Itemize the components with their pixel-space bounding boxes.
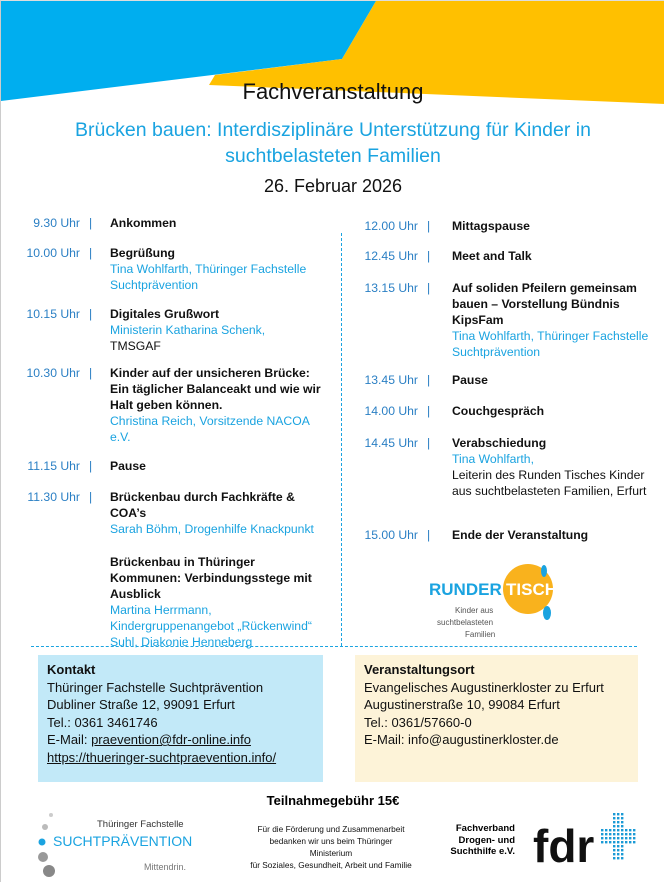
item-speaker: Sarah Böhm, Drogenhilfe Knackpunkt bbox=[110, 522, 314, 536]
column-divider bbox=[341, 233, 342, 646]
time-separator: | bbox=[89, 216, 93, 230]
fdr-dot bbox=[605, 829, 607, 831]
fdr-dot bbox=[625, 833, 627, 835]
item-title: Ende der Veranstaltung bbox=[452, 528, 589, 542]
contact-web-link[interactable]: https://thueringer-suchtpraevention.info/ bbox=[47, 749, 277, 765]
item-speaker: Christina Reich, Vorsitzende NACOA e.V. bbox=[110, 414, 310, 444]
item-title: Mittagspause bbox=[452, 219, 530, 233]
fdr-dot bbox=[617, 837, 619, 839]
fdr-dot bbox=[625, 837, 627, 839]
fdr-dot bbox=[605, 837, 607, 839]
fdr-dot bbox=[617, 813, 619, 815]
fdr-dot bbox=[613, 837, 615, 839]
fdr-dot bbox=[613, 845, 615, 847]
item-time: 12.45 Uhr bbox=[364, 249, 418, 263]
time-separator: | bbox=[427, 528, 431, 542]
item-title: Begrüßung bbox=[110, 246, 175, 260]
fdr-dot bbox=[633, 833, 635, 835]
fdr-dot bbox=[621, 837, 623, 839]
fdr-dot bbox=[601, 837, 603, 839]
fdr-dot bbox=[617, 845, 619, 847]
section-divider bbox=[31, 646, 637, 647]
svg-text:fdr: fdr bbox=[533, 820, 595, 871]
time-separator: | bbox=[89, 459, 93, 473]
fdr-dot bbox=[621, 841, 623, 843]
fdr-dot bbox=[613, 853, 615, 855]
item-title: Digitales Grußwort bbox=[110, 307, 220, 321]
contact-phone: Tel.: 0361 3461746 bbox=[47, 714, 158, 730]
svg-text:Mittendrin.: Mittendrin. bbox=[144, 862, 187, 872]
contact-address: Dubliner Straße 12, 99091 Erfurt bbox=[47, 697, 235, 712]
fdr-dot bbox=[613, 817, 615, 819]
item-time: 13.15 Uhr bbox=[364, 281, 418, 295]
thanks-line: für Soziales, Gesundheit, Arbeit und Familie bbox=[250, 860, 412, 870]
fdr-dot bbox=[625, 841, 627, 843]
fdr-dot bbox=[617, 853, 619, 855]
item-title: Pause bbox=[452, 373, 488, 387]
fdr-dot bbox=[609, 829, 611, 831]
fdr-dot bbox=[617, 849, 619, 851]
item-speaker: Tina Wohlfarth, bbox=[452, 452, 534, 466]
fdr-dot bbox=[613, 833, 615, 835]
item-time: 11.15 Uhr bbox=[27, 459, 80, 473]
fdr-dot bbox=[621, 833, 623, 835]
funding-thanks bbox=[231, 823, 431, 871]
fdr-dot bbox=[629, 829, 631, 831]
time-separator: | bbox=[427, 281, 431, 295]
thanks-line: Ministerium bbox=[309, 848, 353, 858]
contact-box bbox=[38, 655, 323, 782]
venue-heading: Veranstaltungsort bbox=[364, 662, 475, 677]
time-separator: | bbox=[89, 366, 93, 380]
participation-fee: Teilnahmegebühr 15€ bbox=[266, 793, 400, 808]
fdr-dot bbox=[621, 817, 623, 819]
fdr-dot bbox=[617, 833, 619, 835]
venue-address: Augustinerstraße 10, 99084 Erfurt bbox=[364, 697, 560, 712]
item-time: 14.45 Uhr bbox=[364, 436, 418, 450]
thanks-line: Für die Förderung und Zusammenarbeit bbox=[257, 824, 405, 834]
fdr-text: Fachverband Drogen- und Suchthilfe e.V. bbox=[450, 823, 515, 857]
fdr-dot bbox=[633, 829, 635, 831]
item-time: 14.00 Uhr bbox=[364, 404, 418, 418]
svg-text:Kinder aus: Kinder aus bbox=[455, 606, 494, 615]
svg-text:Familien: Familien bbox=[465, 630, 496, 639]
time-separator: | bbox=[427, 219, 431, 233]
time-separator: | bbox=[89, 246, 93, 260]
item-title: Brückenbau in Thüringer Kommunen: Verbindungsstege mit Ausblick bbox=[110, 555, 312, 601]
fdr-dot bbox=[613, 857, 615, 859]
venue-phone: Tel.: 0361/57660-0 bbox=[364, 714, 472, 730]
item-title: Pause bbox=[110, 459, 146, 473]
fdr-dot bbox=[629, 837, 631, 839]
item-extra: TMSGAF bbox=[110, 339, 161, 353]
fdr-dot bbox=[625, 829, 627, 831]
runder-tisch-logo bbox=[429, 561, 569, 641]
item-time: 9.30 Uhr bbox=[33, 216, 80, 230]
fdr-dot bbox=[613, 821, 615, 823]
item-time: 10.15 Uhr bbox=[26, 307, 80, 321]
time-separator: | bbox=[427, 404, 431, 418]
contact-email-link[interactable]: praevention@fdr-online.info bbox=[91, 732, 251, 747]
fdr-logo bbox=[531, 809, 641, 871]
fdr-dot bbox=[605, 833, 607, 835]
fdr-dot bbox=[601, 829, 603, 831]
item-speaker: Ministerin Katharina Schenk, bbox=[110, 323, 266, 337]
contact-org: Thüringer Fachstelle Suchtprävention bbox=[47, 679, 264, 695]
item-time: 10.00 Uhr bbox=[26, 246, 80, 260]
time-separator: | bbox=[427, 436, 431, 450]
event-date: 26. Februar 2026 bbox=[263, 176, 403, 196]
item-time: 15.00 Uhr bbox=[364, 528, 418, 542]
fdr-dot bbox=[601, 841, 603, 843]
fdr-dot bbox=[633, 841, 635, 843]
time-separator: | bbox=[89, 490, 93, 504]
fdr-dot bbox=[621, 813, 623, 815]
fdr-dot bbox=[629, 841, 631, 843]
fdr-dot bbox=[613, 813, 615, 815]
venue-email: E-Mail: info@augustinerkloster.de bbox=[364, 732, 559, 747]
contact-email-label: E-Mail: bbox=[47, 732, 92, 747]
fdr-dot bbox=[617, 821, 619, 823]
svg-text:suchtbelasteten: suchtbelasteten bbox=[437, 618, 494, 627]
item-time: 12.00 Uhr bbox=[364, 219, 418, 233]
item-title: Kinder auf der unsicheren Brücke: Ein täglicher Balanceakt und wie wir Halt geben können. bbox=[110, 366, 321, 412]
fdr-dot bbox=[613, 849, 615, 851]
item-speaker: Martina Herrmann, Kindergruppenangebot „Rückenwind“ Suhl, Diakonie Henneberg bbox=[110, 603, 312, 649]
fdr-dot bbox=[609, 841, 611, 843]
svg-text:TISCH: TISCH bbox=[506, 580, 557, 599]
svg-text:RUNDER: RUNDER bbox=[429, 580, 502, 599]
fdr-dot bbox=[617, 825, 619, 827]
item-time: 13.45 Uhr bbox=[364, 373, 418, 387]
item-title: Ankommen bbox=[110, 216, 177, 230]
fdr-dot bbox=[609, 837, 611, 839]
contact-heading: Kontakt bbox=[47, 662, 96, 677]
fdr-dot bbox=[621, 821, 623, 823]
fdr-dot bbox=[617, 841, 619, 843]
suchtpraevention-logo bbox=[31, 809, 201, 881]
venue-box bbox=[355, 655, 638, 782]
venue-name: Evangelisches Augustinerkloster zu Erfurt bbox=[364, 679, 604, 695]
fdr-dot bbox=[621, 845, 623, 847]
time-separator: | bbox=[89, 307, 93, 321]
fdr-dot bbox=[617, 817, 619, 819]
fdr-dot bbox=[613, 841, 615, 843]
item-time: 10.30 Uhr bbox=[26, 366, 80, 380]
thanks-line: bedanken wir uns beim Thüringer bbox=[269, 836, 393, 846]
fdr-dot bbox=[621, 853, 623, 855]
fdr-dot bbox=[621, 829, 623, 831]
item-speaker: Tina Wohlfarth, Thüringer Fachstelle Suchtprävention bbox=[110, 262, 307, 292]
fdr-dot bbox=[633, 837, 635, 839]
item-time: 11.30 Uhr bbox=[27, 490, 80, 504]
time-separator: | bbox=[427, 373, 431, 387]
item-title: Couchgespräch bbox=[452, 404, 545, 418]
item-title: Meet and Talk bbox=[452, 249, 532, 263]
svg-text:Thüringer Fachstelle: Thüringer Fachstelle bbox=[97, 819, 184, 830]
item-speaker: Tina Wohlfarth, Thüringer Fachstelle Suchtprävention bbox=[452, 329, 649, 359]
time-separator: | bbox=[427, 249, 431, 263]
page-title: Fachveranstaltung bbox=[242, 79, 424, 104]
fdr-dot bbox=[605, 841, 607, 843]
fdr-dot bbox=[629, 833, 631, 835]
item-title: Auf soliden Pfeilern gemeinsam bauen – Vorstellung Bündnis KipsFam bbox=[452, 281, 637, 327]
fdr-dot bbox=[617, 857, 619, 859]
event-subtitle: Brücken bauen: Interdisziplinäre Unterstützung für Kinder in suchtbelasteten Familien bbox=[75, 119, 591, 167]
fdr-dot bbox=[621, 849, 623, 851]
fdr-dot bbox=[621, 857, 623, 859]
fdr-dot bbox=[609, 833, 611, 835]
fdr-dot bbox=[601, 833, 603, 835]
fdr-dot bbox=[617, 829, 619, 831]
svg-text:SUCHTPRÄVENTION: SUCHTPRÄVENTION bbox=[53, 833, 193, 849]
item-title: Verabschiedung bbox=[452, 436, 547, 450]
item-extra: Leiterin des Runden Tisches Kinder aus suchtbelasteten Familien, Erfurt bbox=[452, 468, 647, 498]
fdr-dot bbox=[621, 825, 623, 827]
item-title: Brückenbau durch Fachkräfte & COA’s bbox=[110, 490, 295, 520]
fdr-dot bbox=[613, 829, 615, 831]
fdr-dot bbox=[613, 825, 615, 827]
